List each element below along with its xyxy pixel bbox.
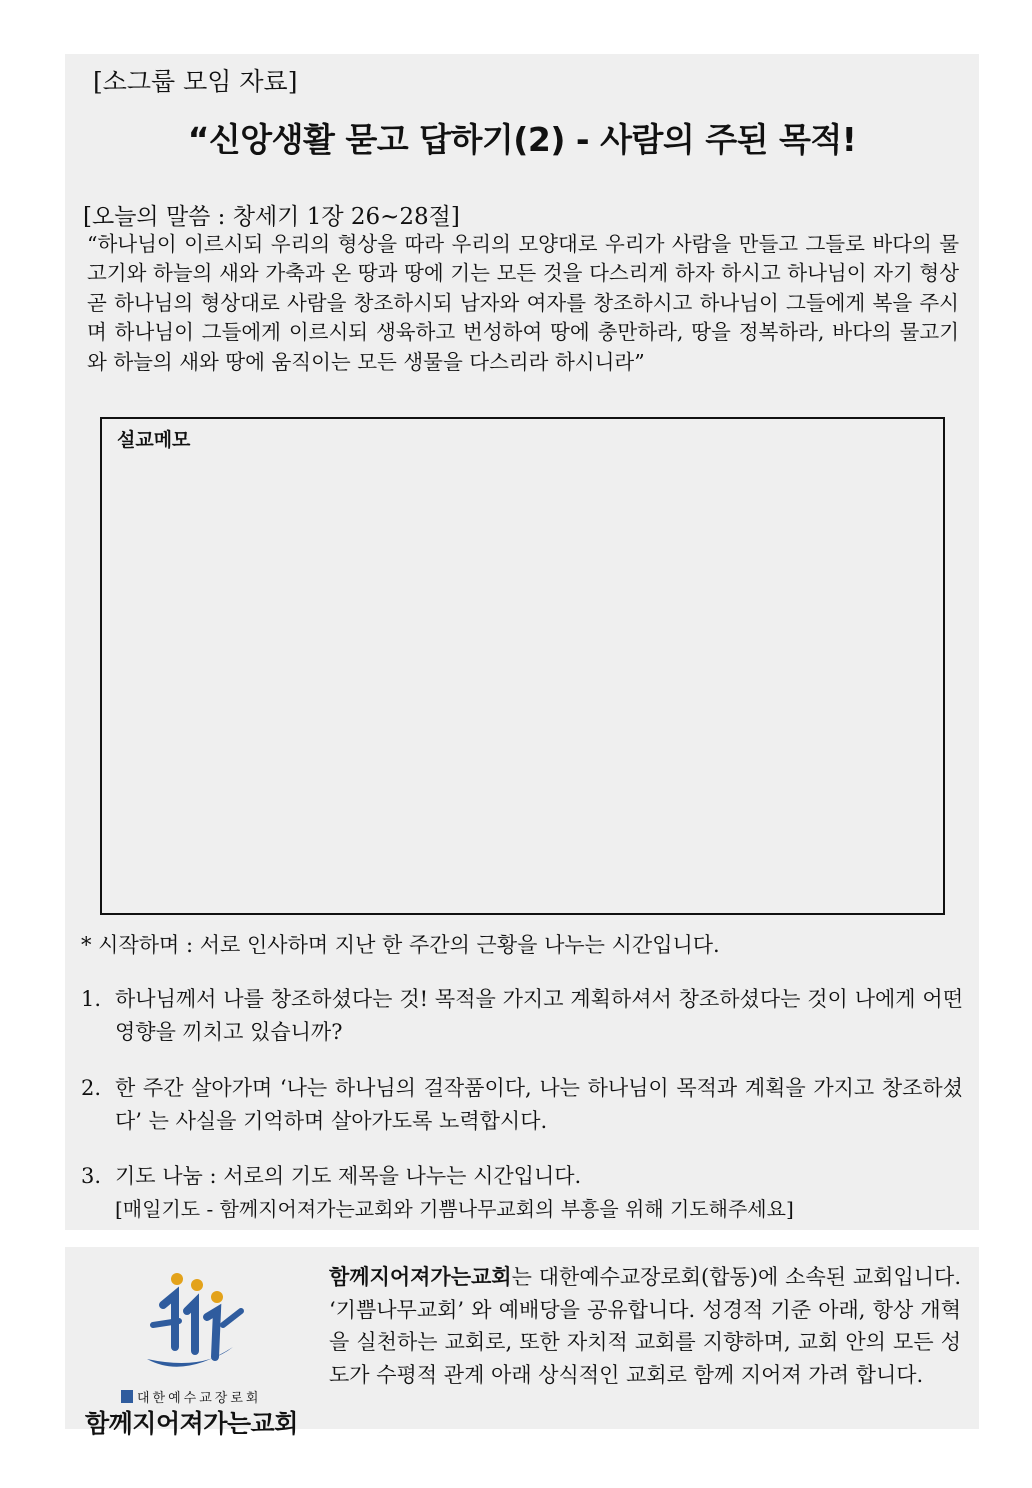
question-number: 1. [81, 987, 102, 1011]
question-number: 3. [81, 1164, 102, 1188]
question-text: 한 주간 살아가며 ‘나는 하나님의 걸작품이다, 나는 하나님이 목적과 계획을 가지고 창조하셨다’ 는 사실을 기억하며 살아가도록 노력합시다. [115, 1076, 963, 1133]
sermon-memo-label: 설교메모 [117, 429, 191, 451]
small-group-material-panel [65, 54, 979, 1230]
church-description [329, 1261, 961, 1391]
daily-prayer-note: [매일기도 - 함께지어져가는교회와 기쁨나무교회의 부흥을 위해 기도해주세요] [115, 1197, 794, 1221]
question-3 [81, 1160, 963, 1226]
question-2 [81, 1072, 963, 1138]
opening-instruction: * 시작하며 : 서로 인사하며 지난 한 주간의 근황을 나누는 시간입니다. [81, 933, 720, 957]
scripture-text: “하나님이 이르시되 우리의 형상을 따라 우리의 모양대로 우리가 사람을 만들고 그들로 바다의 물고기와 하늘의 새와 가축과 온 땅과 땅에 기는 모든 것을 다스리게 하자 하시고 하나님이 자기 형상 곧 하나님의 형상대로 사람을 창조하시되 남자와 여자를 창조하시고 하나님이 그들에게 복을 주시며 하나님이 그들에게 이르시되 생육하고 번성하여 땅에 충만하라, 땅을 정복하라, 바다의 물고기와 하늘의 새와 땅에 움직이는 모든 생물을 다스리라 하시니라” [87, 232, 959, 374]
scripture-reference: [오늘의 말씀 : 창세기 1장 26~28절] [83, 204, 460, 230]
denomination-icon [121, 1390, 133, 1403]
logo-church-name: 함께지어져가는교회 [85, 1409, 298, 1438]
church-info-panel [65, 1247, 979, 1438]
material-label: [소그룹 모임 자료] [93, 67, 298, 96]
question-text: 기도 나눔 : 서로의 기도 제목을 나누는 시간입니다. [115, 1164, 582, 1188]
page-title: “신앙생활 묻고 답하기(2) - 사람의 주된 목적! [187, 120, 857, 159]
question-1 [81, 983, 963, 1049]
question-text: 하나님께서 나를 창조하셨다는 것! 목적을 가지고 계획하셔서 창조하셨다는 것이 나에게 어떤 영향을 끼치고 있습니까? [115, 987, 963, 1044]
denomination-name: 대한예수교장로회 [137, 1391, 262, 1406]
church-logo-icon [83, 1267, 308, 1387]
church-logo [83, 1267, 308, 1438]
church-description-text: 는 대한예수교장로회(합동)에 소속된 교회입니다. ‘기쁨나무교회’ 와 예배당을 공유합니다. 성경적 기준 아래, 항상 개혁을 실천하는 교회로, 또한 자치적 교회를 지향하며, 교회 안의 모든 성도가 수평적 관계 아래 상식적인 교회로 함께 지어져 가려 합니다. [329, 1265, 961, 1387]
question-number: 2. [81, 1076, 102, 1100]
sermon-memo-box[interactable] [100, 417, 945, 915]
church-name-bold: 함께지어져가는교회 [329, 1265, 512, 1289]
